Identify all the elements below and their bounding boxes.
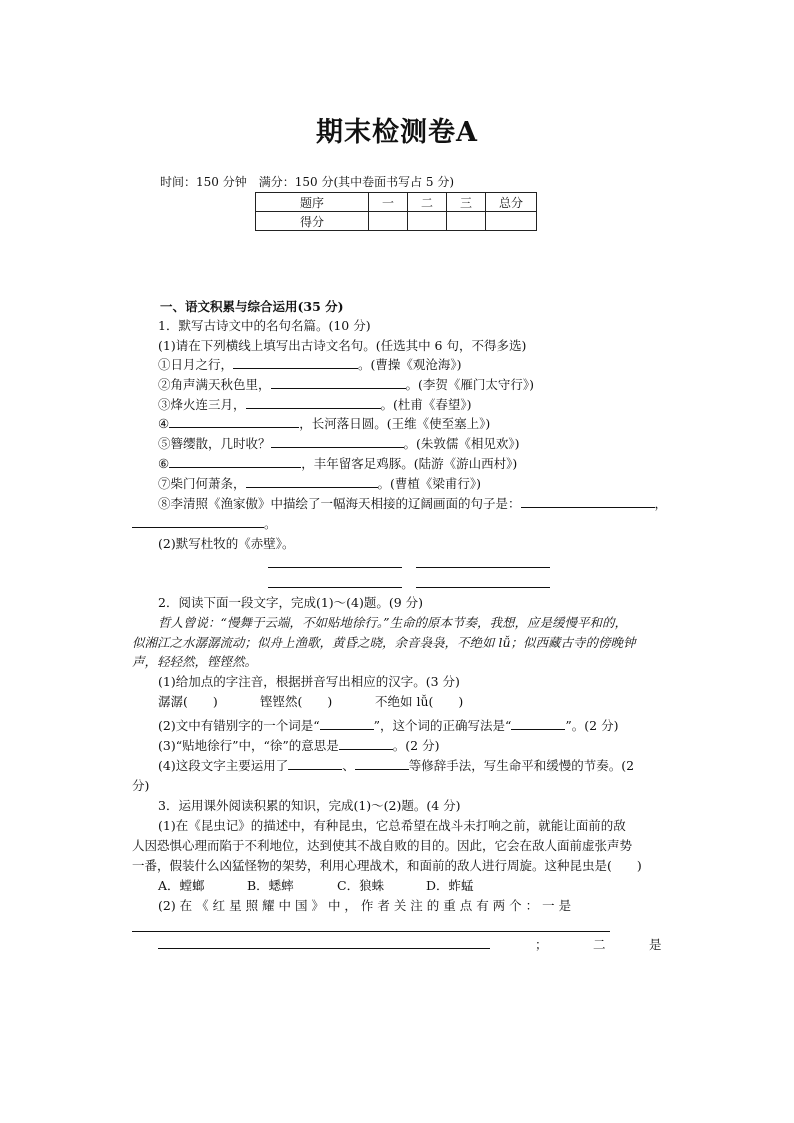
option-a[interactable]: A．螳螂 — [158, 878, 205, 893]
recite-item-4: ④ ，长河落日圆。(王维《使至塞上》) — [158, 416, 491, 431]
answer-blank[interactable] — [132, 515, 264, 528]
answer-blank[interactable] — [233, 356, 358, 369]
question-part: (1)给加点的字注音，根据拼音写出相应的汉字。(3 分) — [158, 674, 460, 689]
recite-item-7: ⑦柴门何萧条， 。(曹植《梁甫行》) — [158, 476, 482, 491]
section-heading: 一、语文积累与综合运用(35 分) — [160, 299, 344, 314]
phonetic-item[interactable]: 铿铿然( ) — [260, 694, 333, 709]
question-part: (3)“贴地徐行”中，“徐”的意思是 。(2 分) — [158, 738, 440, 753]
option-d[interactable]: D．蚱蜢 — [426, 878, 474, 893]
question-stem: 2．阅读下面一段文字，完成(1)～(4)题。(9 分) — [158, 595, 424, 610]
question-text: 人因恐惧心理而陷于不利地位，达到使其不战自败的目的。因此，它会在敌人面前虚张声势 — [132, 838, 633, 853]
question-text: (1)在《昆虫记》的描述中，有种昆虫，它总希望在战斗未打响之前，就能让面前的敌 — [158, 818, 626, 833]
score-cell[interactable] — [447, 212, 486, 231]
answer-blank[interactable] — [246, 475, 378, 488]
recite-item-3: ③烽火连三月， 。(杜甫《春望》) — [158, 397, 472, 412]
phonetic-item[interactable]: 潺潺( ) — [158, 694, 218, 709]
poem-line-blank[interactable] — [268, 567, 402, 568]
score-table — [255, 192, 537, 231]
table-header: 三 — [447, 193, 486, 212]
answer-blank[interactable] — [169, 455, 301, 468]
answer-blank[interactable] — [521, 495, 655, 508]
table-header: 二 — [408, 193, 447, 212]
question-part: (1)请在下列横线上填写出古诗文名句。(任选其中 6 句，不得多选) — [158, 338, 527, 353]
answer-blank[interactable] — [271, 435, 404, 448]
recite-item-6: ⑥ ，丰年留客足鸡豚。(陆游《游山西村》) — [158, 456, 518, 471]
poem-line-blank[interactable] — [268, 587, 402, 588]
row-label: 得分 — [256, 212, 369, 231]
answer-blank[interactable] — [339, 737, 393, 750]
table-header: 题序 — [256, 193, 369, 212]
poem-line-blank[interactable] — [416, 567, 550, 568]
poem-line-blank[interactable] — [416, 587, 550, 588]
answer-blank[interactable] — [320, 717, 374, 730]
score-cell[interactable] — [486, 212, 537, 231]
score-table-header-row — [256, 193, 537, 212]
table-header: 总分 — [486, 193, 537, 212]
recite-item-1: ①日月之行， 。(曹操《观沧海》) — [158, 357, 462, 372]
question-part-cont: 是 — [649, 937, 662, 952]
question-part: (2) 在 《 红 星 照 耀 中 国 》 中 ， 作 者 关 注 的 重 点 有 两 个 ： 一 是 — [158, 898, 572, 913]
question-part: (2)文中有错别字的一个词是“ ”，这个词的正确写法是“ ”。(2 分) — [158, 718, 619, 733]
question-part-cont: ； — [535, 937, 548, 952]
passage-line: 哲人曾说：“慢舞于云端，不如贴地徐行。”生命的原本节奏，我想，应是缓慢平和的， — [158, 615, 628, 630]
option-b[interactable]: B．蟋蟀 — [247, 878, 294, 893]
option-c[interactable]: C．狼蛛 — [337, 878, 385, 893]
recite-item-2: ②角声满天秋色里， 。(李贺《雁门太守行》) — [158, 377, 535, 392]
passage-line: 似湘江之水潺潺流动；似舟上渔歌，黄昏之晓，余音袅袅，不绝如 lǚ；似西藏古寺的傍晚钟 — [132, 635, 636, 650]
answer-blank[interactable] — [288, 757, 342, 770]
answer-blank[interactable] — [511, 717, 565, 730]
table-header: 一 — [369, 193, 408, 212]
question-stem: 3．运用课外阅读积累的知识，完成(1)～(2)题。(4 分) — [158, 798, 461, 813]
question-part: (4)这段文字主要运用了 、 等修辞手法，写生命平和缓慢的节奏。(2 — [158, 758, 635, 773]
answer-line[interactable] — [132, 931, 610, 932]
answer-line[interactable] — [158, 948, 490, 949]
question-part-cont: 分) — [132, 778, 150, 793]
exam-meta: 时间：150 分钟 满分：150 分(其中卷面书写占 5 分) — [160, 175, 455, 189]
phonetic-item[interactable]: 不绝如 lǚ( ) — [375, 694, 464, 709]
answer-blank[interactable] — [271, 376, 406, 389]
question-part: (2)默写杜牧的《赤壁》。 — [158, 536, 295, 551]
question-stem: 1．默写古诗文中的名句名篇。(10 分) — [158, 318, 371, 333]
question-text: 一番，假装什么凶猛怪物的架势，利用心理战术，和面前的敌人进行周旋。这种昆虫是( ) — [132, 858, 642, 873]
recite-item-8-cont: 。 — [132, 514, 277, 532]
question-part-cont: 二 — [593, 937, 606, 952]
score-table-row — [256, 212, 537, 231]
answer-blank[interactable] — [169, 415, 299, 428]
recite-item-8: ⑧李清照《渔家傲》中描绘了一幅海天相接的辽阔画面的句子是： ， — [158, 496, 668, 511]
page-title: 期末检测卷A — [316, 117, 478, 148]
recite-item-5: ⑤簪缨散，几时收？ 。(朱敦儒《相见欢》) — [158, 436, 520, 451]
score-cell[interactable] — [369, 212, 408, 231]
passage-line: 声，轻轻然，铿铿然。 — [132, 654, 258, 669]
answer-blank[interactable] — [246, 396, 381, 409]
score-cell[interactable] — [408, 212, 447, 231]
answer-blank[interactable] — [355, 757, 409, 770]
